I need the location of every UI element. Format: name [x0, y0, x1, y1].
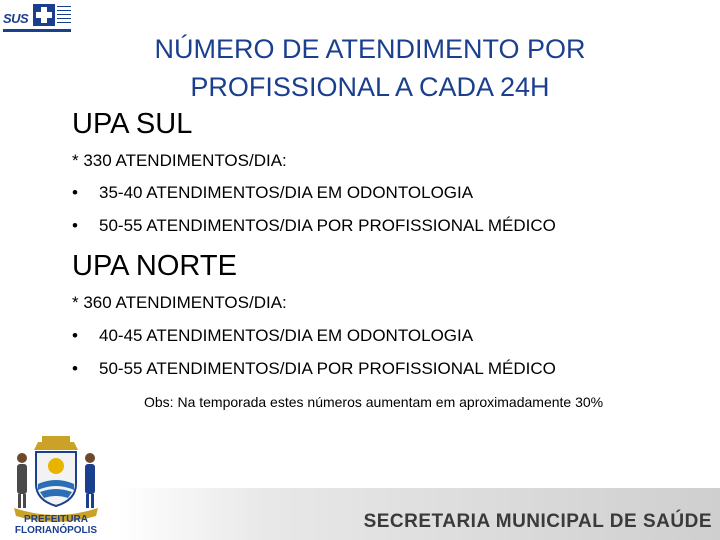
- upa-sul-heading: UPA SUL: [72, 108, 193, 140]
- upa-norte-bullet-text: 40-45 ATENDIMENTOS/DIA EM ODONTOLOGIA: [99, 326, 474, 345]
- bullet-symbol: •: [72, 183, 78, 202]
- sus-logo-lines: [57, 6, 71, 24]
- upa-sul-bullet-text: 50-55 ATENDIMENTOS/DIA POR PROFISSIONAL MÉDICO: [99, 216, 556, 235]
- bullet-symbol: •: [72, 326, 78, 345]
- slide-title-line-1: NÚMERO DE ATENDIMENTO POR: [154, 34, 586, 64]
- upa-sul-bullet-item: [72, 182, 473, 204]
- sus-logo: [3, 2, 71, 36]
- upa-norte-bullet-item: [72, 358, 556, 380]
- sus-cross-icon: [33, 4, 55, 26]
- upa-sul-total: * 330 ATENDIMENTOS/DIA:: [72, 151, 287, 170]
- slide-title-line-2: PROFISSIONAL A CADA 24H: [190, 72, 550, 102]
- crest-label-line-2: FLORIANÓPOLIS: [14, 525, 98, 536]
- bullet-symbol: •: [72, 216, 78, 235]
- upa-norte-bullet-item: [72, 325, 473, 347]
- sus-logo-text: SUS: [3, 11, 29, 26]
- observation-note: Obs: Na temporada estes números aumentam em aproximadamente 30%: [144, 394, 604, 410]
- footer-title: SECRETARIA MUNICIPAL DE SAÚDE: [363, 511, 712, 532]
- crest-label-line-1: PREFEITURA: [24, 514, 88, 525]
- upa-sul-bullet-text: 35-40 ATENDIMENTOS/DIA EM ODONTOLOGIA: [99, 183, 474, 202]
- bullet-symbol: •: [72, 359, 78, 378]
- upa-norte-total: * 360 ATENDIMENTOS/DIA:: [72, 293, 287, 312]
- sus-logo-bar: [3, 29, 71, 32]
- upa-norte-heading: UPA NORTE: [72, 250, 237, 282]
- upa-sul-bullet-item: [72, 215, 556, 237]
- upa-norte-bullet-text: 50-55 ATENDIMENTOS/DIA POR PROFISSIONAL MÉDICO: [99, 359, 556, 378]
- slide-title: [80, 30, 660, 106]
